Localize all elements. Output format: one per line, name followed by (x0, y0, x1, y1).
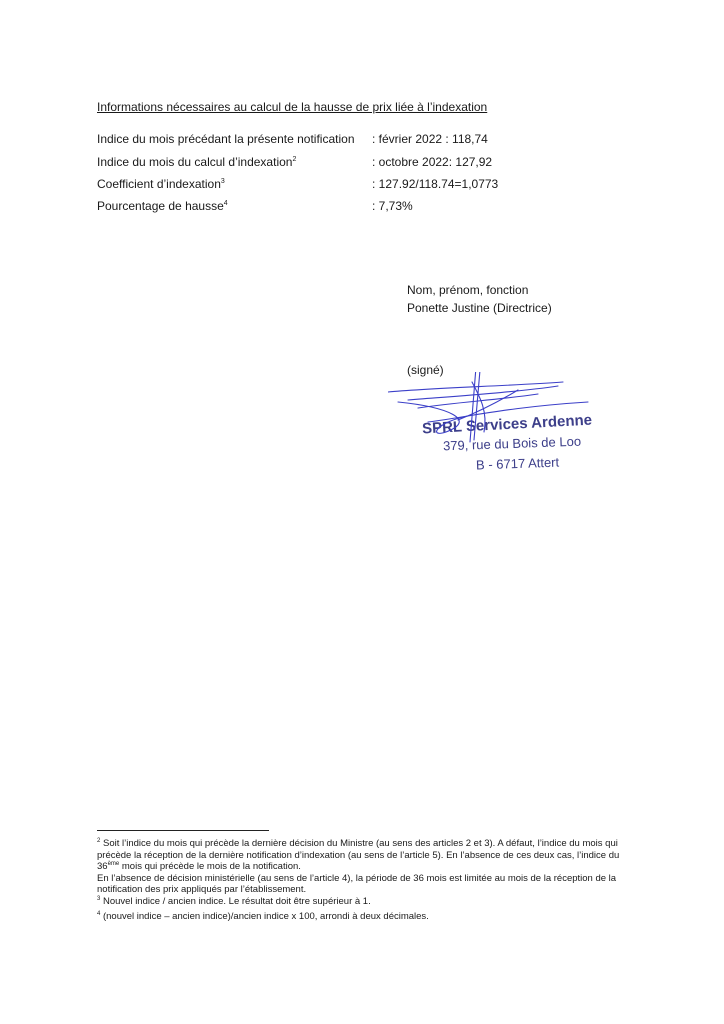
info-value: : 7,73% (372, 199, 413, 213)
company-stamp (388, 372, 628, 482)
info-label: Coefficient d’indexation$^3$ (97, 177, 225, 191)
info-label: Indice du mois du calcul d’indexation$^2$ (97, 155, 297, 169)
info-label: Indice du mois précédant la présente notification (97, 132, 355, 146)
footnote-separator (97, 830, 269, 831)
footnote-2-continued: En l’absence de décision ministérielle (au sens de l’article 4), la période de 36 mois est limitée au mois de la réception de la notification des prix appliqués par l’établissement. (97, 872, 617, 896)
signatory-name: Ponette Justine (Directrice) (407, 301, 552, 315)
footnote-ref: 2 (292, 156, 297, 163)
footnote-4: $^4$ (nouvel indice – ancien indice)/ancien indice x 100, arrondi à deux décimales. (97, 910, 429, 922)
handwritten-signature (388, 372, 628, 482)
footnotes (97, 838, 637, 922)
stamp-address-city: B - 6717 Attert (475, 454, 560, 473)
footnote-ref: 4 (223, 200, 228, 207)
footnote-2: $^2$ Soit l’indice du mois qui précède la dernière décision du Ministre (au sens des articles 2 et 3). A défaut, l’indice du mois qui précède la réception de la dernière notification d’indexation (au sens de l’article 5). En l’absence de ces deux cas, l’indice du 36ème mois qui précède le mois de la notification. (97, 837, 620, 873)
signatory-role-label: Nom, prénom, fonction (407, 283, 529, 297)
info-value: : février 2022 : 118,74 (372, 132, 488, 146)
footnote-3: $^3$ Nouvel indice / ancien indice. Le résultat doit être supérieur à 1. (97, 895, 371, 907)
signed-mention: (signé) (407, 363, 444, 377)
info-value: : 127.92/118.74=1,0773 (372, 177, 499, 191)
stamp-address-street: 379, rue du Bois de Loo (442, 433, 582, 454)
info-label: Pourcentage de hausse$^4$ (97, 199, 228, 213)
info-value: : octobre 2022: 127,92 (372, 155, 493, 169)
section-heading: Informations nécessaires au calcul de la hausse de prix liée à l’indexation (97, 100, 488, 114)
stamp-company-name: SPRL Services Ardenne (421, 411, 593, 438)
footnote-ref: 3 (220, 178, 225, 185)
